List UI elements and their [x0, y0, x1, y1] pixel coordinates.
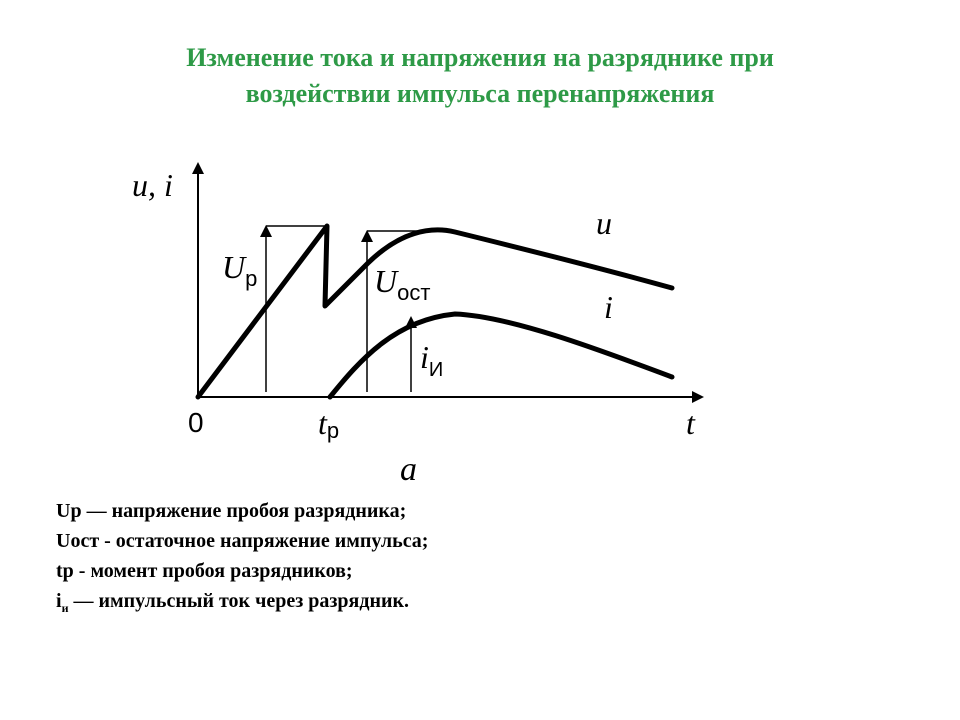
y-axis-label: u, i: [132, 167, 173, 203]
legend: [56, 496, 428, 623]
legend-line-up: Uр — напряжение пробоя разрядника;: [56, 500, 407, 522]
current-curve: [330, 314, 672, 397]
legend-ii-symbol: i: [56, 590, 62, 612]
legend-line-uost: Uост - остаточное напряжение импульса;: [56, 530, 429, 552]
legend-ii-text: — импульсный ток через разрядник.: [68, 590, 410, 612]
uost-label: Uост: [374, 263, 431, 305]
origin-label: 0: [188, 407, 204, 438]
diagram-caption: а: [400, 451, 417, 488]
curve-u-label: u: [596, 205, 612, 241]
legend-ii-subscript: и: [61, 601, 69, 615]
x-axis-label: t: [686, 405, 695, 441]
curve-i-label: i: [604, 289, 613, 325]
up-label: Uр: [222, 249, 258, 291]
legend-line-tp: tр - момент пробоя разрядников;: [56, 560, 353, 582]
legend-line-ii: [56, 586, 428, 623]
tp-label: tр: [318, 405, 340, 443]
title-line-1: Изменение тока и напряжения на разряднике при: [186, 43, 774, 72]
title-line-2: воздействии импульса перенапряжения: [245, 79, 715, 108]
ii-label: iИ: [420, 339, 444, 381]
